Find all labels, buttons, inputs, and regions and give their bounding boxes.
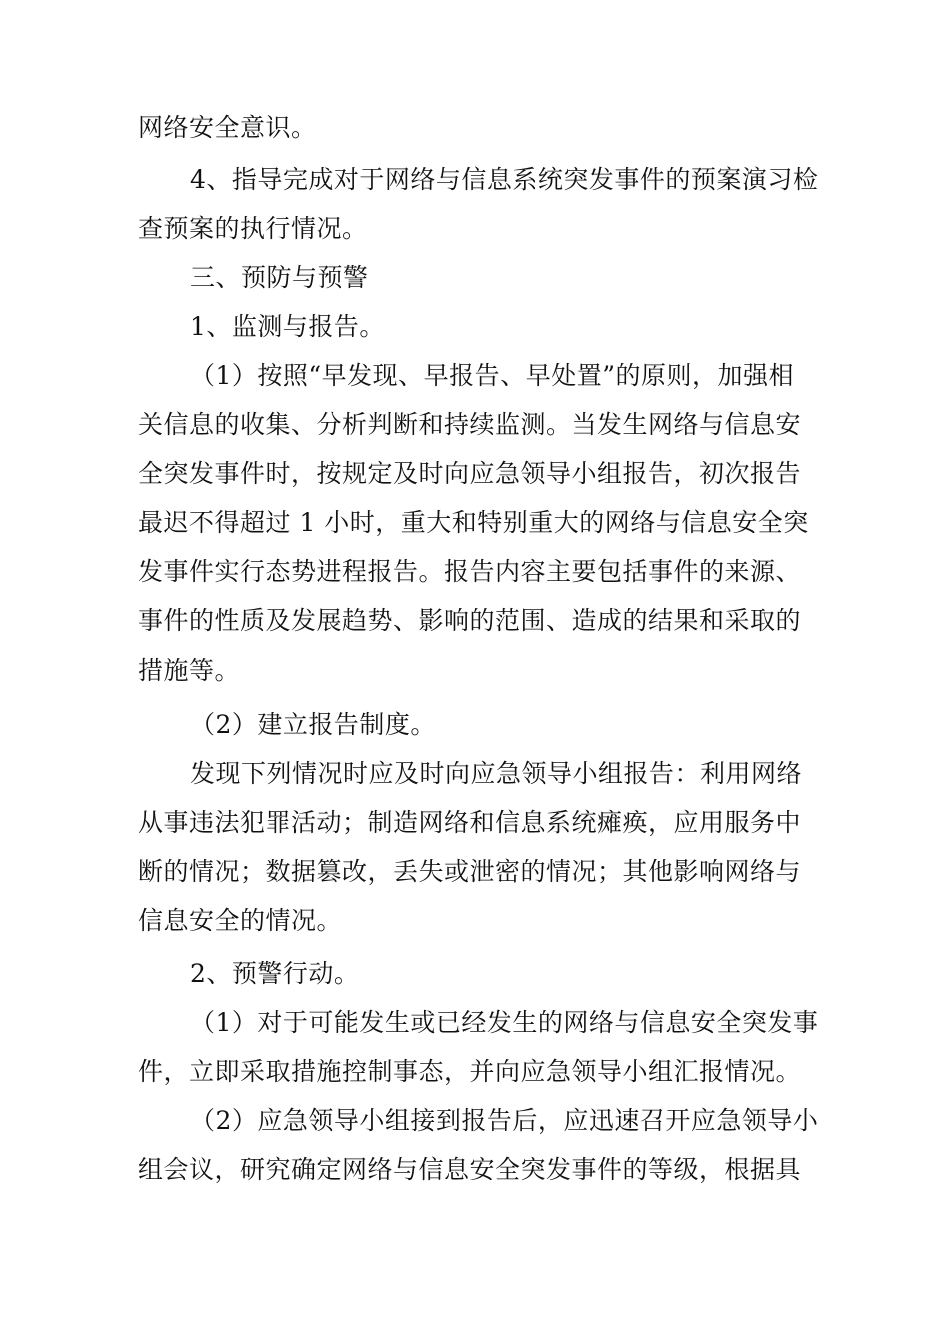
subsection-heading: 2、预警行动。 <box>190 959 360 988</box>
text-line: 关信息的收集、分析判断和持续监测。当发生网络与信息安 <box>138 410 802 439</box>
text-line: 事件的性质及发展趋势、影响的范围、造成的结果和采取的 <box>138 606 802 635</box>
text-line: 信息安全的情况。 <box>138 906 343 935</box>
text-line: 发事件实行态势进程报告。报告内容主要包括事件的来源、 <box>138 557 802 586</box>
text-line: 从事违法犯罪活动；制造网络和信息系统瘫痪，应用服务中 <box>138 808 802 837</box>
text-line: 查预案的执行情况。 <box>138 214 368 243</box>
text-line: 措施等。 <box>138 656 241 685</box>
text-line: （2）建立报告制度。 <box>190 710 436 739</box>
text-line: 发现下列情况时应及时向应急领导小组报告：利用网络 <box>190 759 803 788</box>
text-line: 网络安全意识。 <box>138 113 317 142</box>
text-line: （1）按照“早发现、早报告、早处置”的原则，加强相 <box>190 361 794 390</box>
text-line: 件，立即采取措施控制事态，并向应急领导小组汇报情况。 <box>138 1057 802 1086</box>
text-line: （2）应急领导小组接到报告后，应迅速召开应急领导小 <box>190 1106 819 1135</box>
text-line: 4、指导完成对于网络与信息系统突发事件的预案演习检 <box>190 165 819 194</box>
section-heading: 三、预防与预警 <box>190 263 369 292</box>
text-line: 全突发事件时，按规定及时向应急领导小组报告，初次报告 <box>138 459 802 488</box>
text-line: 组会议，研究确定网络与信息安全突发事件的等级，根据具 <box>138 1155 802 1184</box>
text-line: 断的情况；数据篡改，丢失或泄密的情况；其他影响网络与 <box>138 857 802 886</box>
subsection-heading: 1、监测与报告。 <box>190 312 385 341</box>
text-line: 最迟不得超过 1 小时，重大和特别重大的网络与信息安全突 <box>138 508 809 537</box>
text-line: （1）对于可能发生或已经发生的网络与信息安全突发事 <box>190 1008 819 1037</box>
